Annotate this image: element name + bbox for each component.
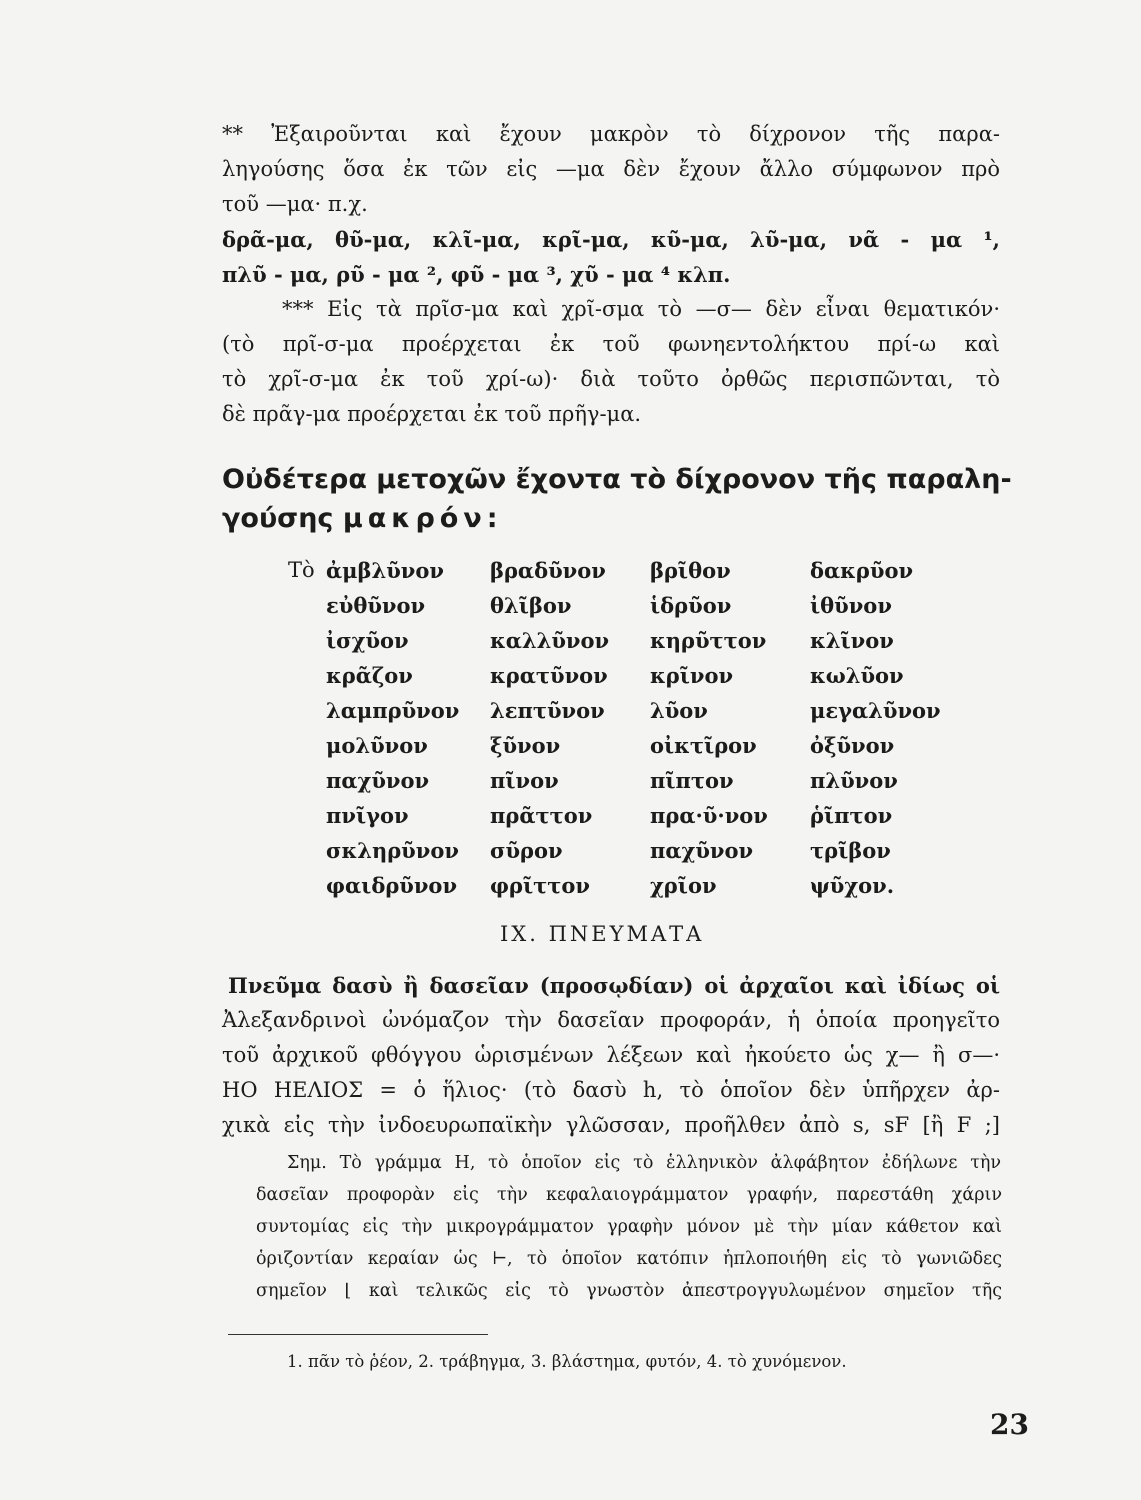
word-cell: κωλῦον xyxy=(810,663,904,688)
word-cell: σκληρῦνον xyxy=(326,838,459,863)
word-column-4 xyxy=(810,560,941,910)
para2-line-1: *** Εἰς τὰ πρῖσ-μα καὶ χρῖ-σμα τὸ —σ— δὲν εἶναι θεματικόν· xyxy=(282,297,1000,321)
para3-line-5: χικὰ εἰς τὴν ἰνδοευρωπαϊκὴν γλῶσσαν, προῆλθεν ἀπὸ s, sF [ἢ F ;] xyxy=(222,1113,1000,1137)
word-cell: φαιδρῦνον xyxy=(326,873,458,898)
section-title: IX. ΠΝΕΥΜΑΤΑ xyxy=(500,922,705,946)
para1-line-4: δρᾶ-μα, θῦ-μα, κλῖ-μα, κρῖ-μα, κῦ-μα, λῦ-μα, νᾶ - μα ¹, xyxy=(222,227,1000,252)
word-cell: ἀμβλῦνον xyxy=(326,558,444,583)
word-cell: μολῦνον xyxy=(326,733,428,758)
section-heading-line-2 xyxy=(222,505,1000,532)
word-cell: παχῦνον xyxy=(326,768,430,793)
word-cell: πλῦνον xyxy=(810,768,898,793)
para3-line-1-text: Πνεῦμα δασὺ ἢ δασεῖαν (προσῳδίαν) οἱ ἀρχαῖοι καὶ ἰδίως οἱ xyxy=(228,973,1000,998)
note-line-5: σημεῖον ⌊ καὶ τελικῶς εἰς τὸ γνωστὸν ἀπεστρογγυλωμένον σημεῖον τῆς xyxy=(256,1281,1002,1301)
word-cell: τρῖβον xyxy=(810,838,891,863)
word-cell: κρατῦνον xyxy=(490,663,608,688)
heading-prefix: γούσης xyxy=(222,503,334,534)
para1-line-1: ** Ἐξαιροῦνται καὶ ἔχουν μακρὸν τὸ δίχρονον τῆς παρα- xyxy=(222,122,1000,146)
word-cell: κηρῦττον xyxy=(650,628,767,653)
word-cell: βρῖθον xyxy=(650,558,731,583)
word-column-2 xyxy=(490,560,609,910)
para1-line-3: τοῦ —μα· π.χ. xyxy=(222,192,368,216)
word-column-1 xyxy=(326,560,459,910)
word-cell: πρᾶττον xyxy=(490,803,593,828)
word-cell: πνῖγον xyxy=(326,803,409,828)
para3-line-1 xyxy=(228,975,1000,997)
word-cell: πῖπτον xyxy=(650,768,734,793)
word-cell: ἰσχῦον xyxy=(326,628,409,653)
word-cell: εὐθῦνον xyxy=(326,593,426,618)
word-cell: πρα·ῦ·νον xyxy=(650,803,768,828)
word-cell: χρῖον xyxy=(650,873,717,898)
note-line-2: δασεῖαν προφορὰν εἰς τὴν κεφαλαιογράμματον γραφήν, παρεστάθη χάριν xyxy=(256,1185,1002,1205)
page-number: 23 xyxy=(990,1408,1029,1441)
heading-spaced-word: μακρόν: xyxy=(342,503,503,534)
word-cell: σῦρον xyxy=(490,838,563,863)
note-line-1: Σημ. Τὸ γράμμα Η, τὸ ὁποῖον εἰς τὸ ἑλληνικὸν ἀλφάβητον ἐδήλωνε τὴν xyxy=(287,1153,1001,1173)
word-column-3 xyxy=(650,560,768,910)
note-line-4: ὁριζοντίαν κεραίαν ὡς ⊢, τὸ ὁποῖον κατόπιν ἡπλοποιήθη εἰς τὸ γωνιῶδες xyxy=(256,1249,1002,1269)
word-cell: ἰθῦνον xyxy=(810,593,892,618)
word-cell: οἰκτῖρον xyxy=(650,733,757,758)
word-cell: κρᾶζον xyxy=(326,663,413,688)
word-cell: ῥῖπτον xyxy=(810,803,893,828)
word-cell: ξῦνον xyxy=(490,733,561,758)
para1-line-2: ληγούσης ὅσα ἐκ τῶν εἰς —μα δὲν ἔχουν ἄλλο σύμφωνον πρὸ xyxy=(222,157,1000,181)
footnote-divider xyxy=(228,1334,488,1335)
word-cell: κρῖνον xyxy=(650,663,734,688)
note-line-3: συντομίας εἰς τὴν μικρογράμματον γραφὴν μόνον μὲ τὴν μίαν κάθετον καὶ xyxy=(256,1217,1002,1237)
word-cell: λῦον xyxy=(650,698,708,723)
para2-line-2: (τὸ πρῖ-σ-μα προέρχεται ἐκ τοῦ φωνηεντολήκτου πρί-ω καὶ xyxy=(222,332,1000,356)
para3-line-3: τοῦ ἀρχικοῦ φθόγγου ὡρισμένων λέξεων καὶ ἠκούετο ὡς χ— ἢ σ—· xyxy=(222,1043,1000,1067)
footnote: 1. πᾶν τὸ ῥέον, 2. τράβηγμα, 3. βλάστημα, φυτόν, 4. τὸ χυνόμενον. xyxy=(287,1352,847,1371)
word-table-prefix: Τὸ xyxy=(288,558,315,582)
word-cell: μεγαλῦνον xyxy=(810,698,941,723)
word-cell: παχῦνον xyxy=(650,838,754,863)
word-cell: καλλῦνον xyxy=(490,628,610,653)
word-cell: ἱδρῦον xyxy=(650,593,732,618)
para2-line-3: τὸ χρῖ-σ-μα ἐκ τοῦ χρί-ω)· διὰ τοῦτο ὀρθῶς περισπῶνται, τὸ xyxy=(222,367,1000,391)
para1-line-5: πλῦ - μα, ρῦ - μα ², φῦ - μα ³, χῦ - μα ⁴ κλπ. xyxy=(222,262,731,287)
word-cell: πῖνον xyxy=(490,768,559,793)
word-cell: θλῖβον xyxy=(490,593,572,618)
word-cell: ὀξῦνον xyxy=(810,733,895,758)
word-cell: κλῖνον xyxy=(810,628,894,653)
word-cell: φρῖττον xyxy=(490,873,590,898)
para3-line-2: Ἀλεξανδρινοὶ ὠνόμαζον τὴν δασεῖαν προφοράν, ἡ ὁποία προηγεῖτο xyxy=(222,1008,1000,1032)
word-cell: δακρῦον xyxy=(810,558,914,583)
word-cell: βραδῦνον xyxy=(490,558,606,583)
word-cell: λεπτῦνον xyxy=(490,698,605,723)
section-heading-line-1: Οὐδέτερα μετοχῶν ἔχοντα τὸ δίχρονον τῆς παραλη- xyxy=(222,464,1012,495)
word-cell: λαμπρῦνον xyxy=(326,698,460,723)
para3-line-4: ΗΟ ΗΕΛΙΟΣ = ὁ ἥλιος· (τὸ δασὺ h, τὸ ὁποῖον δὲν ὑπῆρχεν ἀρ- xyxy=(222,1078,1000,1102)
word-cell: ψῦχον. xyxy=(810,873,895,898)
para2-line-4: δὲ πρᾶγ-μα προέρχεται ἐκ τοῦ πρῆγ-μα. xyxy=(222,402,642,426)
